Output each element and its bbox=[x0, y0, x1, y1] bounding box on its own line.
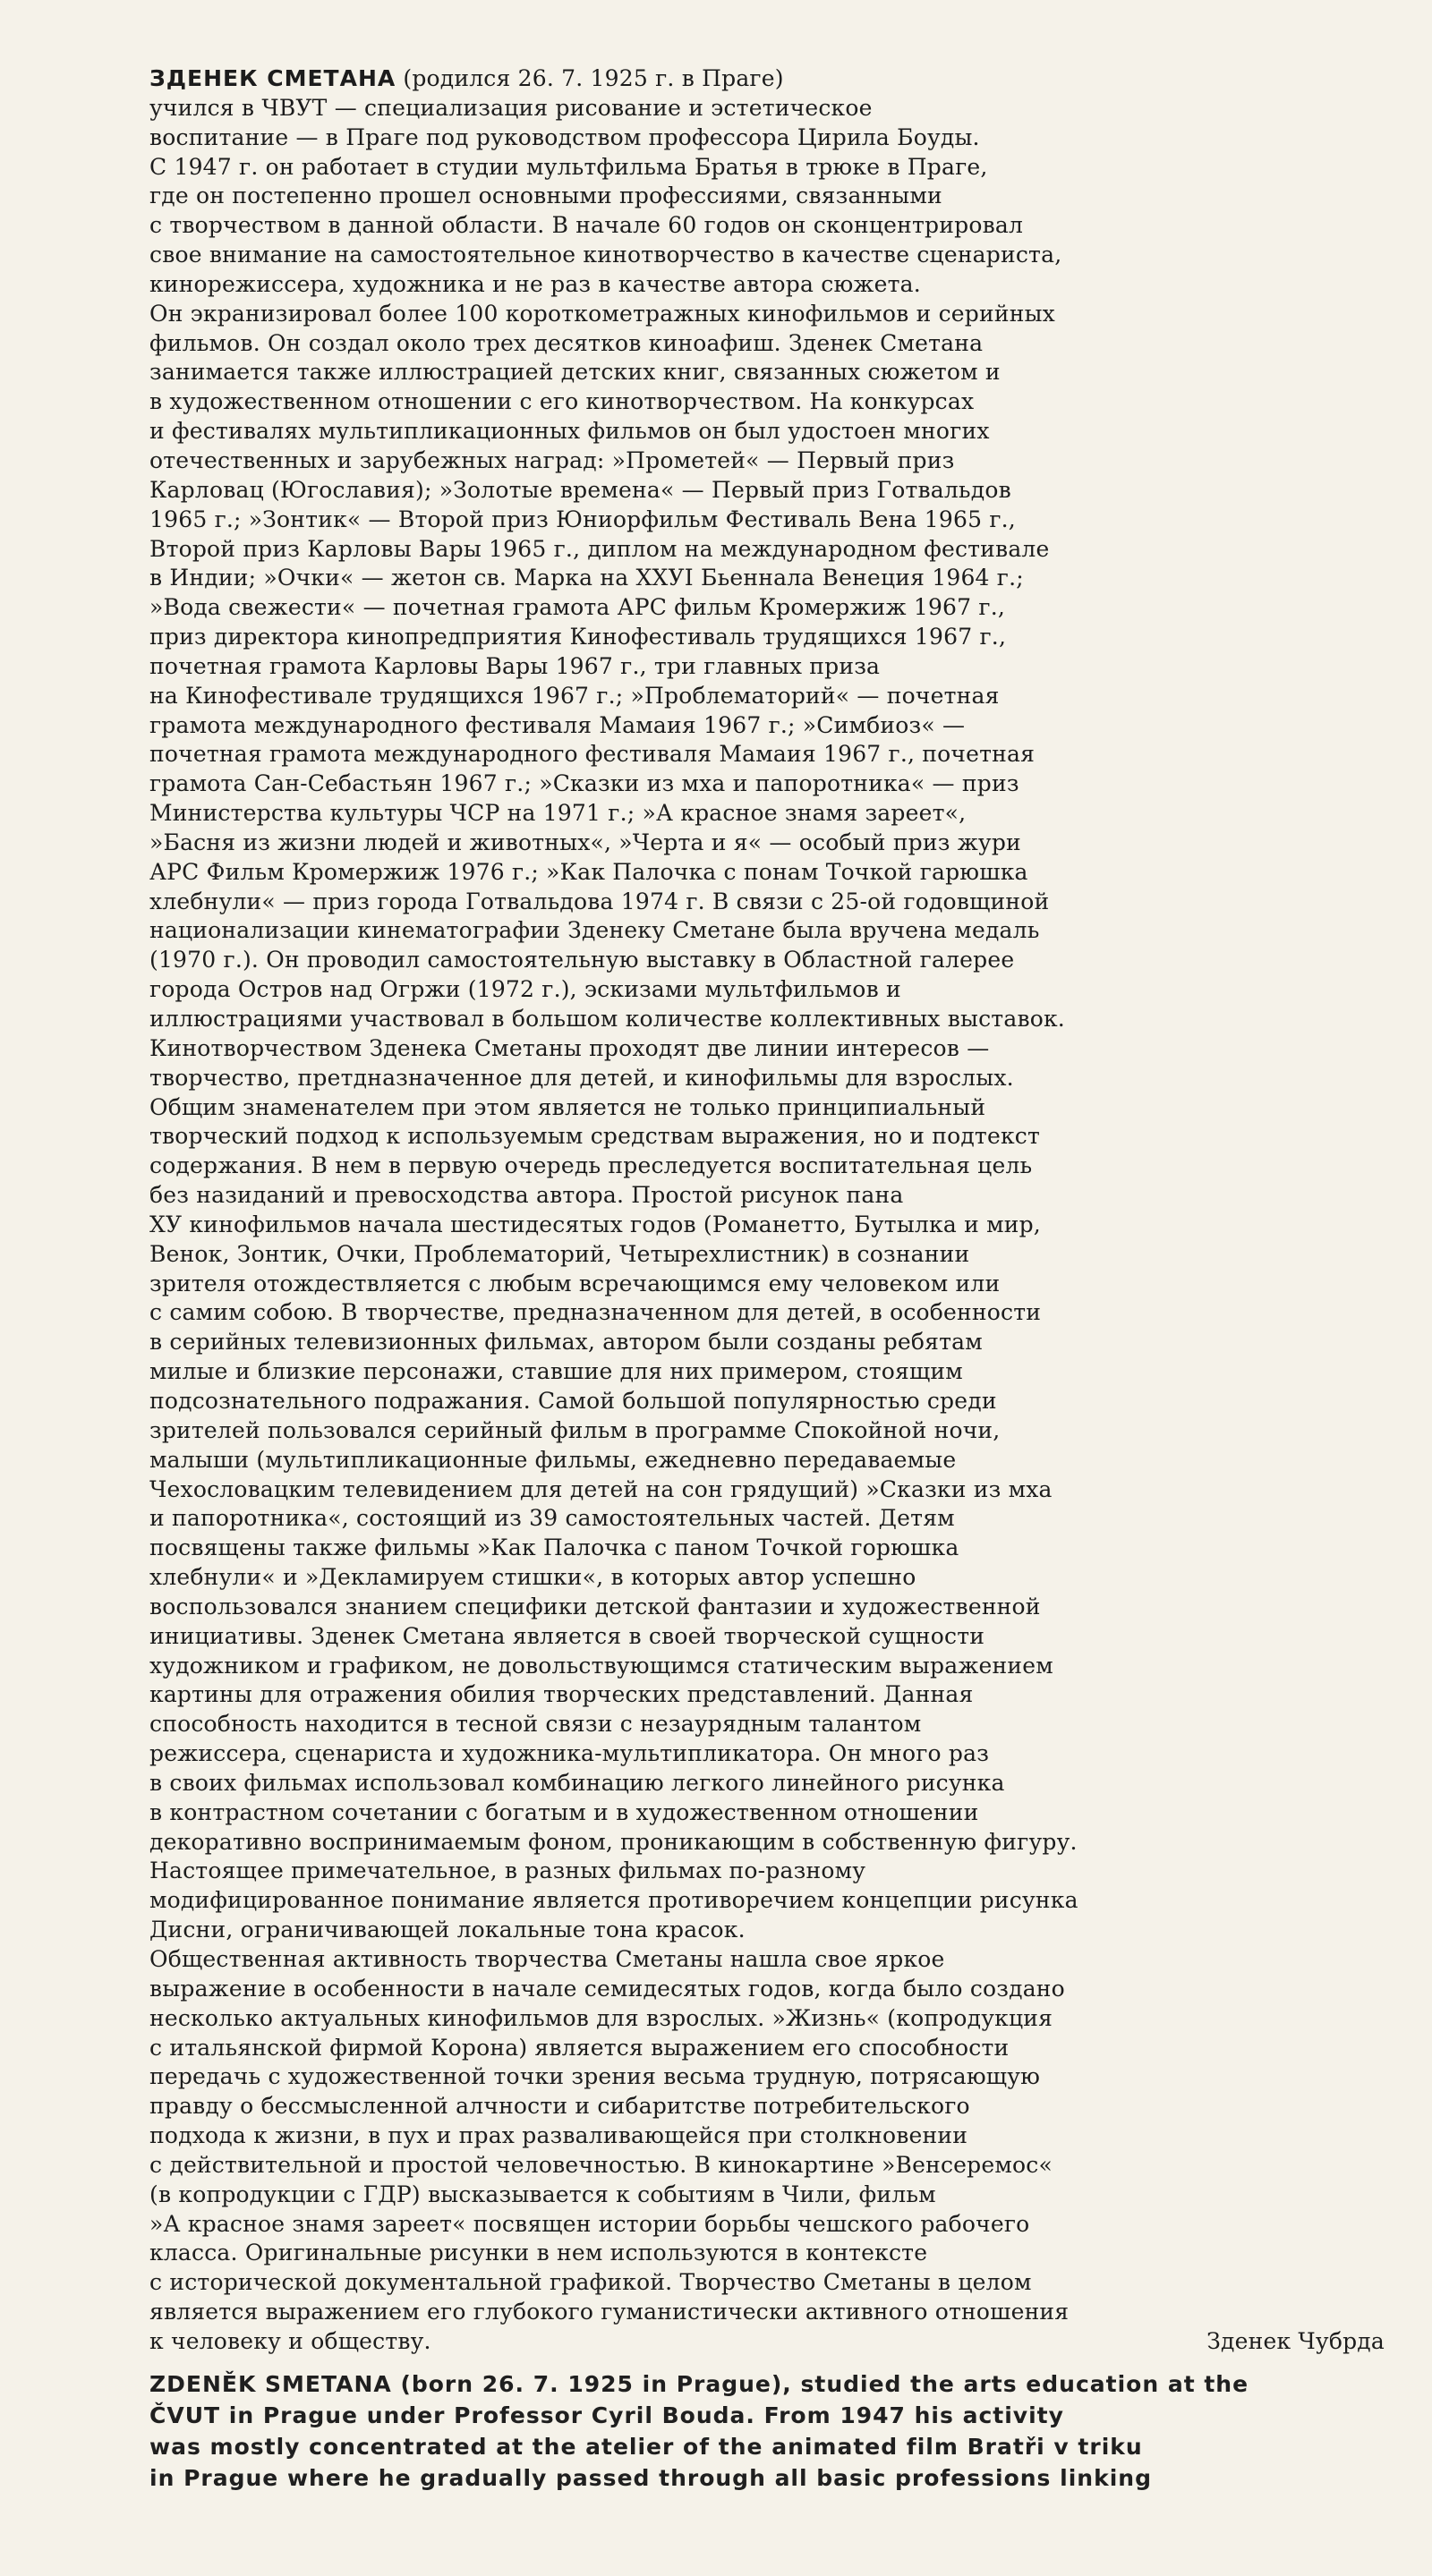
russian-line: Второй приз Карловы Вары 1965 г., диплом на международном фестивале bbox=[149, 535, 1050, 562]
russian-line: Чехословацким телевидением для детей на сон грядущий) »Сказки из мха bbox=[149, 1475, 1053, 1502]
russian-line: с действительной и простой человечностью. В кинокартине »Венсеремос« bbox=[149, 2151, 1053, 2178]
russian-line: »Вода свежести« — почетная грамота АРС фильм Кромержиж 1967 г., bbox=[149, 594, 1006, 621]
russian-line: Венок, Зонтик, Очки, Проблематорий, Четырехлистник) в сознании bbox=[149, 1240, 970, 1267]
russian-line: С 1947 г. он работает в студии мультфильма Братья в трюке в Праге, bbox=[149, 153, 988, 180]
russian-line: несколько актуальных кинофильмов для взрослых. »Жизнь« (копродукция bbox=[149, 2004, 1053, 2031]
russian-line: и папоротника«, состоящий из 39 самостоятельных частей. Детям bbox=[149, 1505, 955, 1532]
russian-line: зрителя отождествляется с любым всречающимся ему человеком или bbox=[149, 1270, 1001, 1297]
russian-line: (в копродукции с ГДР) высказывается к событиям в Чили, фильм bbox=[149, 2181, 936, 2207]
russian-line: зрителей пользовался серийный фильм в программе Спокойной ночи, bbox=[149, 1416, 1001, 1443]
russian-line: Карловац (Югославия); »Золотые времена« — Первый приз Готвальдов bbox=[149, 476, 1011, 503]
russian-line: с творчеством в данной области. В начале 60 годов он сконцентрировал bbox=[149, 212, 1024, 239]
russian-line: посвящены также фильмы »Как Палочка с паном Точкой горюшка bbox=[149, 1535, 959, 1561]
russian-last-line-text: к человеку и обществу. bbox=[149, 2327, 431, 2354]
russian-line: с исторической документальной графикой. Творчество Сметаны в целом bbox=[149, 2269, 1032, 2296]
russian-line: свое внимание на самостоятельное кинотворчество в качестве сценариста, bbox=[149, 242, 1062, 268]
russian-line: Кинотворчеством Зденека Сметаны проходят две линии интересов — bbox=[149, 1034, 990, 1061]
english-heading-name: ZDENĚK SMETANA bbox=[149, 2371, 392, 2397]
russian-line: инициативы. Зденек Сметана является в своей творческой сущности bbox=[149, 1622, 985, 1649]
russian-line: творческий подход к используемым средствам выражения, но и подтекст bbox=[149, 1123, 1041, 1150]
russian-heading-name: ЗДЕНЕК СМЕТАНА bbox=[149, 65, 396, 91]
russian-line: грамота международного фестиваля Мамаия 1967 г.; »Симбиоз« — bbox=[149, 711, 966, 738]
russian-line: Министерства культуры ЧСР на 1971 г.; »А красное знамя зареет«, bbox=[149, 800, 967, 827]
author-signature: Зденек Чубрда bbox=[1206, 2327, 1385, 2354]
russian-line: в серийных телевизионных фильмах, автором были созданы ребятам bbox=[149, 1329, 983, 1356]
russian-line: города Остров над Огржи (1972 г.), эскизами мультфильмов и bbox=[149, 976, 901, 1003]
russian-line: правду о бессмысленной алчности и сибаритстве потребительского bbox=[149, 2093, 970, 2120]
english-line-text: in Prague where he gradually passed through all basic professions linking bbox=[149, 2465, 1152, 2491]
english-heading-rest: (born 26. 7. 1925 in Prague), studied the arts education at the bbox=[391, 2371, 1249, 2397]
russian-line: почетная грамота международного фестиваля Мамаия 1967 г., почетная bbox=[149, 741, 1036, 768]
russian-line: приз директора кинопредприятия Кинофестиваль трудящихся 1967 г., bbox=[149, 624, 1007, 650]
russian-heading bbox=[149, 64, 1385, 94]
russian-line: кинорежиссера, художника и не раз в качестве автора сюжета. bbox=[149, 270, 921, 297]
russian-line: хлебнули« — приз города Готвальдова 1974 г. В связи с 25-ой годовщиной bbox=[149, 888, 1050, 914]
russian-line: в художественном отношении с его кинотворчеством. На конкурсах bbox=[149, 388, 975, 415]
russian-line: модифицированное понимание является противоречием концепции рисунка bbox=[149, 1887, 1078, 1914]
russian-line: иллюстрациями участвовал в большом количестве коллективных выставок. bbox=[149, 1006, 1065, 1032]
russian-line: в контрастном сочетании с богатым и в художественном отношении bbox=[149, 1798, 979, 1825]
russian-line: воспользовался знанием специфики детской фантазии и художественной bbox=[149, 1593, 1041, 1620]
russian-line: передачь с художественной точки зрения весьма трудную, потрясающую bbox=[149, 2063, 1041, 2090]
russian-line: выражение в особенности в начале семидесятых годов, когда было создано bbox=[149, 1975, 1065, 2002]
english-line bbox=[149, 2400, 1367, 2431]
russian-line: учился в ЧВУТ — специализация рисование и эстетическое bbox=[149, 94, 873, 121]
english-line bbox=[149, 2462, 1367, 2494]
russian-line: картины для отражения обилия творческих представлений. Данная bbox=[149, 1681, 974, 1708]
russian-heading-dates: (родился 26. 7. 1925 г. в Праге) bbox=[396, 65, 784, 91]
russian-line: АРС Фильм Кромержиж 1976 г.; »Как Палочка с понам Точкой гарюшка bbox=[149, 858, 1028, 885]
russian-line: малыши (мультипликационные фильмы, ежедневно передаваемые bbox=[149, 1446, 957, 1473]
russian-line: Настоящее примечательное, в разных фильмах по-разному bbox=[149, 1858, 866, 1884]
russian-line: режиссера, сценариста и художника-мультипликатора. Он много раз bbox=[149, 1740, 990, 1767]
russian-line: »А красное знамя зареет« посвящен истории борьбы чешского рабочего bbox=[149, 2210, 1030, 2237]
russian-line: подсознательного подражания. Самой большой популярностью среди bbox=[149, 1387, 997, 1414]
english-line-text: ČVUT in Prague under Professor Cyril Bouda. From 1947 his activity bbox=[149, 2402, 1064, 2428]
russian-line: грамота Сан-Себастьян 1967 г.; »Сказки из мха и папоротника« — приз bbox=[149, 770, 1019, 797]
russian-biography bbox=[149, 64, 1385, 2357]
russian-line: почетная грамота Карловы Вары 1967 г., три главных приза bbox=[149, 652, 881, 679]
russian-line: Дисни, ограничивающей локальные тона красок. bbox=[149, 1917, 746, 1943]
russian-line: творчество, претдназначенное для детей, и кинофильмы для взрослых. bbox=[149, 1064, 1014, 1091]
english-biography bbox=[149, 2368, 1367, 2494]
russian-line: с самим собою. В творчестве, предназначенном для детей, в особенности bbox=[149, 1299, 1042, 1326]
russian-line: без назиданий и превосходства автора. Простой рисунок пана bbox=[149, 1182, 904, 1209]
russian-line: где он постепенно прошел основными профессиями, связанными bbox=[149, 183, 942, 209]
russian-line: фильмов. Он создал около трех десятков киноафиш. Зденек Сметана bbox=[149, 329, 984, 356]
russian-line: с итальянской фирмой Корона) является выражением его способности bbox=[149, 2034, 1010, 2061]
russian-line: »Басня из жизни людей и животных«, »Черта и я« — особый приз жури bbox=[149, 829, 1021, 855]
russian-line: класса. Оригинальные рисунки в нем используются в контексте bbox=[149, 2240, 928, 2266]
russian-last-line bbox=[149, 2327, 1385, 2357]
russian-line: художником и графиком, не довольствующимся статическим выражением bbox=[149, 1652, 1053, 1679]
russian-line: Он экранизировал более 100 короткометражных кинофильмов и серийных bbox=[149, 300, 1055, 327]
russian-line: милые и близкие персонажи, ставшие для них примером, стоящим bbox=[149, 1358, 963, 1385]
russian-line: на Кинофестивале трудящихся 1967 г.; »Проблематорий« — почетная bbox=[149, 682, 1000, 709]
russian-line: отечественных и зарубежных наград: »Прометей« — Первый приз bbox=[149, 446, 955, 473]
russian-line: 1965 г.; »Зонтик« — Второй приз Юниорфильм Фестиваль Вена 1965 г., bbox=[149, 506, 1016, 532]
english-line bbox=[149, 2368, 1367, 2400]
english-line bbox=[149, 2431, 1367, 2462]
russian-line: (1970 г.). Он проводил самостоятельную выставку в Областной галерее bbox=[149, 947, 1015, 973]
russian-line: Общественная активность творчества Сметаны нашла свое яркое bbox=[149, 1946, 945, 1972]
english-line-text: was mostly concentrated at the atelier of the animated film Bratři v triku bbox=[149, 2434, 1143, 2460]
russian-line: Общим знаменателем при этом является не только принципиальный bbox=[149, 1093, 986, 1120]
russian-line: содержания. В нем в первую очередь преследуется воспитательная цель bbox=[149, 1152, 1033, 1179]
russian-line: является выражением его глубокого гуманистически активного отношения bbox=[149, 2299, 1070, 2325]
russian-line: в Индии; »Очки« — жетон св. Марка на XXУI Бьеннала Венеция 1964 г.; bbox=[149, 565, 1024, 591]
russian-line: национализации кинематографии Зденеку Сметане была вручена медаль bbox=[149, 917, 1040, 944]
russian-line: в своих фильмах использовал комбинацию легкого линейного рисунка bbox=[149, 1769, 1005, 1796]
russian-line: способность находится в тесной связи с незаурядным талантом bbox=[149, 1711, 922, 1738]
russian-line: XУ кинофильмов начала шестидесятых годов (Романетто, Бутылка и мир, bbox=[149, 1211, 1041, 1237]
russian-line: подхода к жизни, в пух и прах разваливающейся при столкновении bbox=[149, 2122, 968, 2149]
russian-line: хлебнули« и »Декламируем стишки«, в которых автор успешно bbox=[149, 1564, 916, 1591]
russian-line: занимается также иллюстрацией детских книг, связанных сюжетом и bbox=[149, 359, 1001, 386]
russian-line: декоративно воспринимаемым фоном, проникающим в собственную фигуру. bbox=[149, 1828, 1078, 1855]
russian-line: воспитание — в Праге под руководством профессора Цирила Боуды. bbox=[149, 123, 980, 150]
russian-line: и фестивалях мультипликационных фильмов он был удостоен многих bbox=[149, 418, 990, 445]
